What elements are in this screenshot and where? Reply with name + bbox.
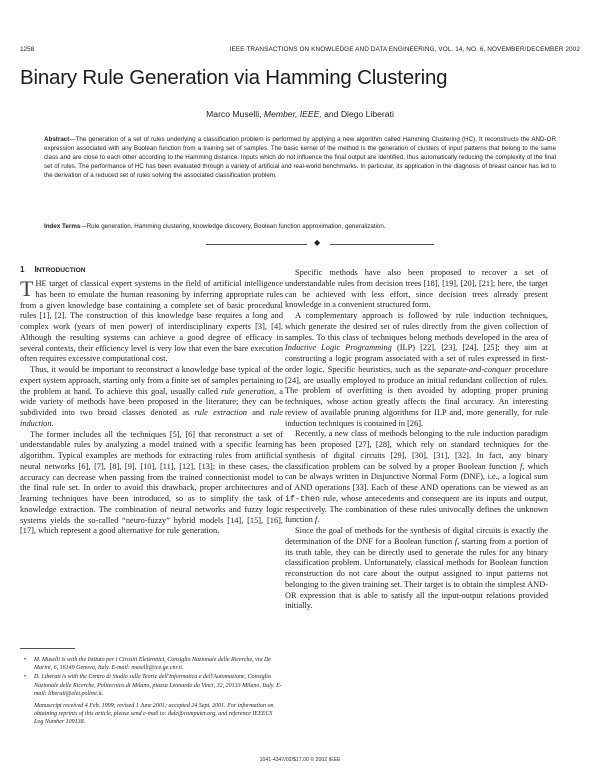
section-title-rest: NTRODUCTION [36, 267, 86, 274]
emphasis: rule induction [20, 408, 283, 428]
footnote [20, 656, 283, 672]
author-1: Marco Muselli, [206, 109, 262, 119]
footnote-text: D. Liberati is with the Centro di Studio sulle Teorie dell'Informatica e dell'Automazione, Consiglio Nazionale delle Ricerche, Politecnico di Milano, piazza Leonardo da Vinci, 32, 20133 Milano, Italy. E-mail: liberati@elet.polimi.it. [34, 674, 282, 697]
paragraph-text: A complementary approach is followed by rule induction techniques, which generate the desired set of rules directly from the given collection of samples. To this class of techniques belong methods developed in the area of [285, 311, 548, 342]
footnote-text: M. Muselli is with the Istituto per i Circuiti Elettronici, Consiglio Nazionale delle Ricerche, via De Marini, 6, 16149 Genova, Italy. E-mail: muselli@ice.ge.cnr.it. [34, 657, 271, 672]
paragraph [20, 365, 283, 430]
emphasis: rule generation [221, 386, 274, 396]
paragraph-text: and [246, 408, 270, 417]
left-column [20, 264, 283, 537]
section-heading [20, 264, 283, 274]
running-header [20, 46, 580, 58]
paragraph-text: (ILP) [22], [23], [24], [25]; they aim at constructing a logic program associated with a set of rules expressed in first-order logic. Specific heuristics, such as the [285, 343, 548, 374]
paragraph-text: Recently, a new class of methods belonging to the rule induction paradigm has been proposed [27], [28], which rely on standard techniques for the synthesis of digital circuits [29], [30], [31], [32]. In fact, any binary classification problem can be solved by a proper Boolean function [285, 429, 548, 471]
paragraph-text: . [51, 418, 54, 428]
paragraph-text: , starting from a portion of its truth table, they can be directly used to generate the rules for any binary classification problem. Unfortunately, classical methods for Boolean function reconstruction do not care about the output assigned to input patterns not belonging to the given training set. Their target is to obtain the simplest AND-OR expression that is able to satisfy all the input-output relations provided initially. [285, 536, 548, 611]
author-2: and Diego Liberati [324, 109, 394, 119]
right-column [285, 268, 548, 612]
page-number: 1258 [20, 46, 35, 53]
paragraph-text: . [317, 515, 320, 525]
abstract-text: —The generation of a set of rules underlying a classification problem is performed by applying a new algorithm called Hamming Clustering (HC). It reconstructs the AND-OR expression associated with any Boolean function from a training set of samples. The basic kernel of the method is the generation of clusters of input patterns that belong to the same class and are close to each other according to the Hamming distance. Inputs which do not influence the final output are identified, thus automatically reducing the complexity of the final set of rules. The performance of HC has been evaluated through a variety of artificial and real-world benchmarks. In particular, its application in the diagnosis of breast cancer has led to the derivation of a reduced set of rules solving the associated classification problem. [44, 136, 556, 179]
paragraph-text: rule, whose antecedents and consequent are its inputs and output, respectively. The combination of these rules univocally defines the unknown function [285, 493, 548, 525]
math-symbol: f [314, 515, 318, 525]
paragraph-text: procedure [24], are usually employed to produce an initial redundant collection of rules. The problem of overfitting is then avoided by adopting proper pruning techniques, whose action greatly affects the final accuracy. An interesting review of available pruning algorithms for ILP and, more generally, for rule induction techniques is contained in [26]. [285, 364, 548, 428]
footnotes [20, 656, 283, 728]
abstract [44, 135, 556, 180]
drop-cap: T [20, 276, 34, 301]
paper-title: Binary Rule Generation via Hamming Clustering [20, 66, 448, 89]
index-terms [44, 222, 556, 231]
paragraph [20, 276, 283, 365]
section-title-initial: I [34, 264, 37, 274]
bullet-icon: • [24, 674, 27, 681]
paragraph: Specific methods have also been proposed to recover a set of understandable rules from decision trees [18], [19], [20], [21]; here, the target can be achieved with less effort, since decision trees already present knowledge in a convenient structured form. [285, 268, 548, 310]
paragraph-text: , which can be always written in Disjunctive Normal Form (DNF), i.e., a logical sum of AND operations [33]. Each of these AND operations can be viewed as an [285, 461, 548, 492]
footnote-rule [20, 648, 75, 649]
index-terms-text: —Rule generation, Hamming clustering, knowledge discovery, Boolean function approximation, generalization. [80, 223, 386, 230]
emphasis: separate-and-conquer [437, 364, 512, 374]
paragraph: The former includes all the techniques [5], [6] that reconstruct a set of understandable rules by analyzing a model trained with a specific learning algorithm. Typical examples are methods for extracting rules from artificial neural networks [6], [7], [8], [9], [10], [11], [12], [13]; in these cases, the accuracy can decrease when passing from the trained connectionist model to the final rule set. In order to avoid this drawback, proper architectures and learning techniques have been introduced, so as to simplify the task of knowledge extraction. The combination of neural networks and fuzzy logic systems yields the so-called “neuro-fuzzy” hybrid models [14], [15], [16], [17], which represent a good alternative for rule generation. [20, 429, 283, 536]
journal-line: IEEE TRANSACTIONS ON KNOWLEDGE AND DATA ENGINEERING, VOL. 14, NO. 6, NOVEMBER/DECEMBER 2002 [229, 46, 580, 53]
emphasis: rule extraction [194, 408, 247, 417]
math-symbol: f [519, 461, 523, 471]
paragraph [285, 526, 548, 612]
separator-line-left [206, 244, 307, 245]
math-symbol: f [454, 536, 458, 546]
section-number: 1 [20, 265, 25, 274]
footnote [20, 673, 283, 698]
paragraph-text: , a wide variety of methods have been proposed in the literature; they can be subdivided into two broad classes denoted as [20, 386, 283, 417]
diamond-icon: ◆ [314, 238, 321, 247]
paragraph-text: Since the goal of methods for the synthesis of digital circuits is exactly the determination of the DNF for a Boolean function [285, 526, 548, 546]
copyright-footer: 1041-4347/02/$17.00 © 2002 IEEE [259, 757, 341, 763]
code-term: if-then [285, 493, 321, 504]
separator-line-right [330, 244, 434, 245]
paragraph [285, 311, 548, 429]
manuscript-note: Manuscript received 4 Feb. 1999; revised 1 June 2001; accepted 24 Sept. 2001. For information on obtaining reprints of this article, please send e-mail to: tkde@computer.org, and reference IEEECS Log Number 109138. [34, 703, 274, 726]
paragraph-text: Thus, it would be important to reconstruct a knowledge base typical of the expert system approach, starting only from a finite set of samples pertaining to the problem at hand. To achieve this goal, usually called [20, 365, 283, 396]
paragraph-text: HE target of classical expert systems in the field of artificial intelligence has been to emulate the human reasoning by inferring appropriate rules from a given knowledge base containing a complete set of basic procedural rules [1], [2]. The construction of this knowledge base requires a long and complex work (years of men power) of interdisciplinary experts [3], [4]. Although the resulting systems can achieve a good degree of efficacy in several contexts, their efficiency level is very low that even the bare execution often requires excessive computational cost. [20, 279, 283, 364]
index-terms-label: Index Terms [44, 223, 81, 230]
bullet-icon: • [24, 657, 27, 663]
paragraph [285, 429, 548, 526]
section-separator [20, 239, 580, 249]
abstract-label: Abstract [44, 136, 70, 143]
author-line [0, 109, 600, 119]
emphasis: Inductive Logic Programming [285, 343, 392, 353]
author-1-role: Member, IEEE, [263, 109, 322, 119]
